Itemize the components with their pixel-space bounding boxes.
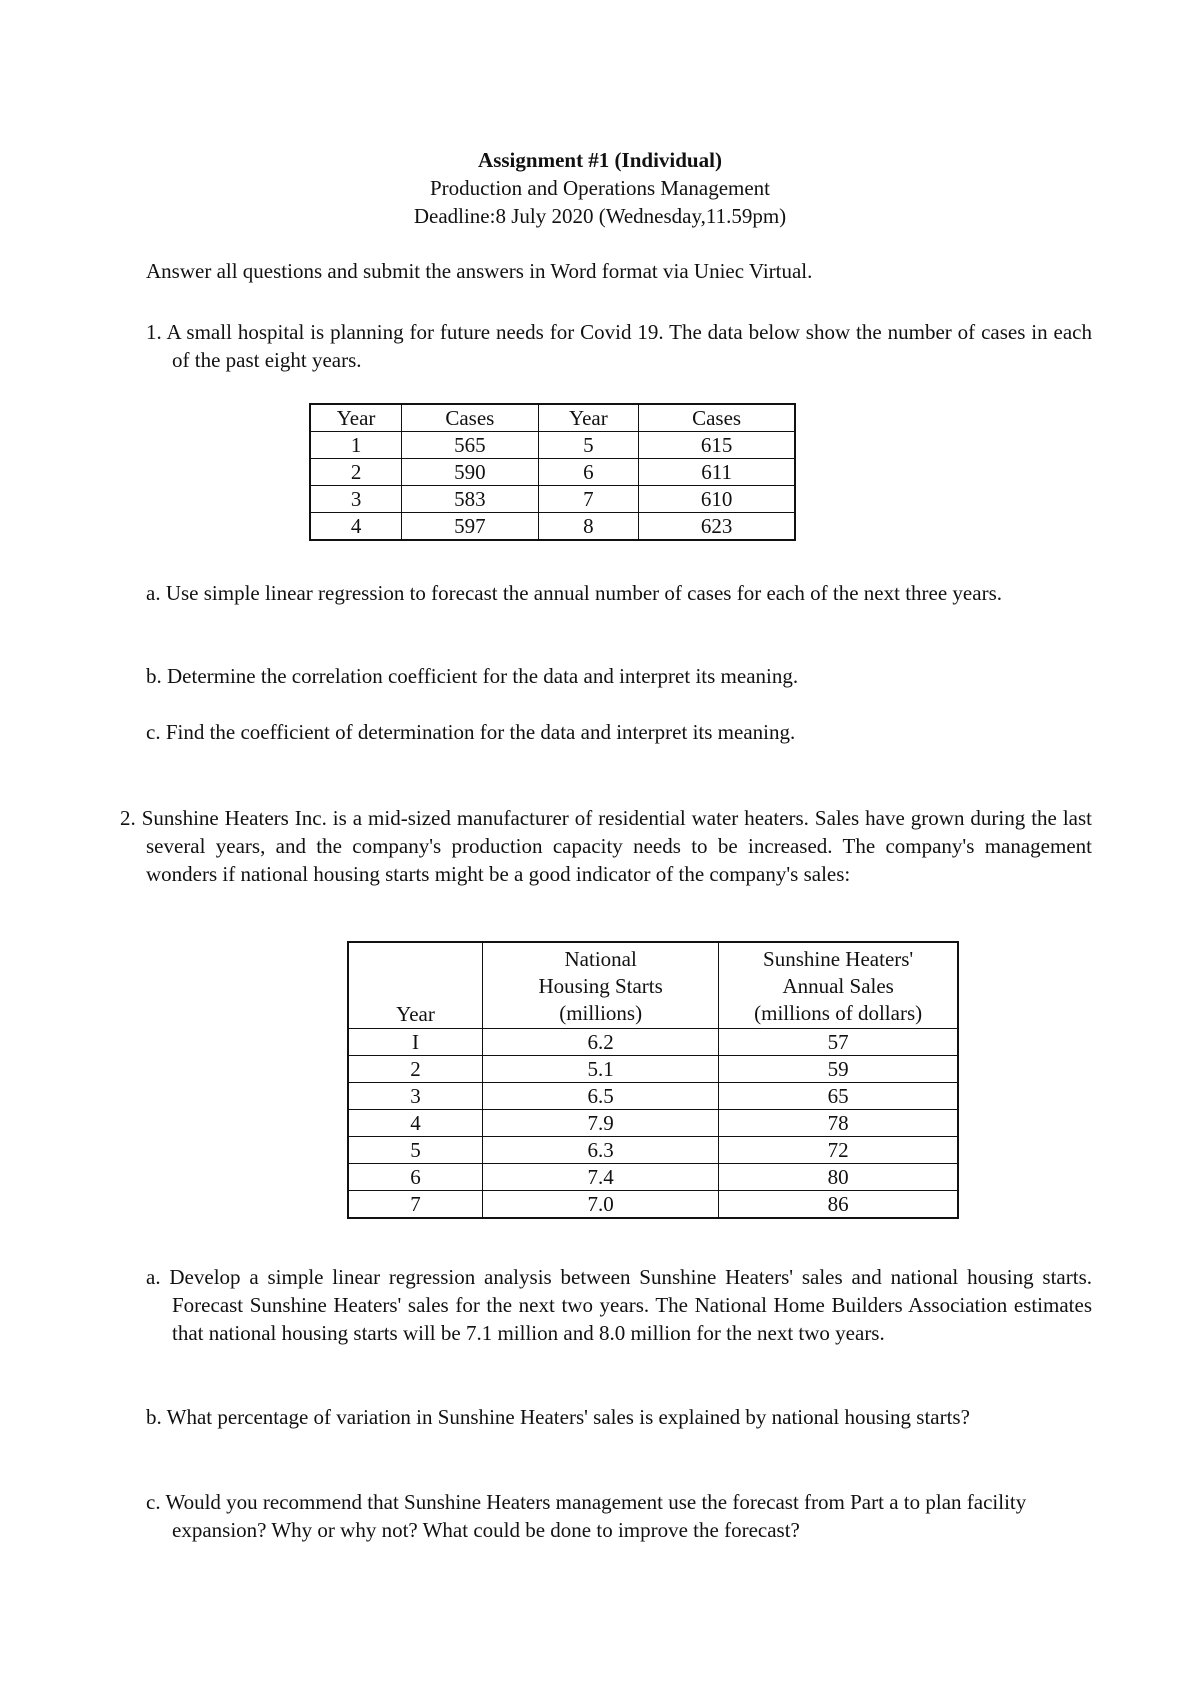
table-cell: 4 (310, 513, 402, 541)
q2-text: 2. Sunshine Heaters Inc. is a mid-sized manufacturer of residential water heaters. Sales have grown during the last several years, and the company's production capacity needs to be increased. The company's management wonders if national housing starts might be a good indicator of the company's sales: (120, 806, 1092, 886)
q1-cases-table (309, 403, 796, 541)
q2-part-c: c. Would you recommend that Sunshine Heaters management use the forecast from Part a to plan facility expansion? Why or why not? What could be done to improve the forecast? (146, 1490, 1027, 1542)
q2-part-a: a. Develop a simple linear regression analysis between Sunshine Heaters' sales and national housing starts. Forecast Sunshine Heaters' sales for the next two years. The National Home Builders Association estimates that national housing starts will be 7.1 million and 8.0 million for the next two years. (146, 1265, 1092, 1345)
table-cell: 65 (719, 1083, 958, 1110)
q1-text: 1. A small hospital is planning for future needs for Covid 19. The data below show the number of cases in each of the past eight years. (146, 320, 1092, 372)
table-cell: 7.0 (483, 1191, 719, 1219)
table-cell: 7 (538, 486, 639, 513)
table-cell: 6.3 (483, 1137, 719, 1164)
table-cell: I (348, 1029, 483, 1056)
assignment-title: Assignment #1 (Individual) (478, 148, 722, 172)
table-header-row (348, 942, 958, 1029)
q2-sales-table (347, 941, 959, 1219)
table-cell: 7 (348, 1191, 483, 1219)
header-cell-sales (719, 942, 958, 1029)
header-cell-year: Year (348, 942, 483, 1029)
header-cell: Year (538, 404, 639, 432)
table-cell: 5.1 (483, 1056, 719, 1083)
deadline: Deadline:8 July 2020 (Wednesday,11.59pm) (413, 204, 787, 228)
header-line: (millions of dollars) (754, 1001, 923, 1025)
table-row (310, 459, 795, 486)
table-cell: 86 (719, 1191, 958, 1219)
table-cell: 623 (639, 513, 795, 541)
table-cell: 3 (310, 486, 402, 513)
table-cell: 615 (639, 432, 795, 459)
table-cell: 590 (402, 459, 538, 486)
table-cell: 3 (348, 1083, 483, 1110)
table-cell: 80 (719, 1164, 958, 1191)
instructions: Answer all questions and submit the answers in Word format via Uniec Virtual. (146, 259, 813, 283)
header-cell-housing (483, 942, 719, 1029)
header-line: (millions) (559, 1001, 643, 1025)
table-cell: 7.4 (483, 1164, 719, 1191)
q1-part-a: a. Use simple linear regression to forecast the annual number of cases for each of the next three years. (146, 581, 1002, 605)
table-cell: 1 (310, 432, 402, 459)
table-cell: 6.5 (483, 1083, 719, 1110)
table-cell: 5 (348, 1137, 483, 1164)
table-row (348, 1056, 958, 1083)
course-name: Production and Operations Management (430, 176, 770, 200)
header-line: National (564, 947, 637, 971)
table-row (310, 513, 795, 541)
table-cell: 72 (719, 1137, 958, 1164)
table-cell: 6 (348, 1164, 483, 1191)
table-cell: 78 (719, 1110, 958, 1137)
table-cell: 2 (348, 1056, 483, 1083)
table-cell: 565 (402, 432, 538, 459)
q2-part-b: b. What percentage of variation in Sunshine Heaters' sales is explained by national housing starts? (146, 1405, 970, 1429)
table-row (348, 1164, 958, 1191)
table-cell: 610 (639, 486, 795, 513)
table-header-row (310, 404, 795, 432)
header-line: Sunshine Heaters' (763, 947, 914, 971)
table-row (310, 432, 795, 459)
table-row (310, 486, 795, 513)
table-row (348, 1191, 958, 1219)
table-cell: 8 (538, 513, 639, 541)
table-cell: 5 (538, 432, 639, 459)
document-header (0, 146, 1200, 230)
header-line: Annual Sales (782, 974, 894, 998)
q1-part-b: b. Determine the correlation coefficient for the data and interpret its meaning. (146, 664, 799, 688)
table-cell: 2 (310, 459, 402, 486)
table-row (348, 1137, 958, 1164)
header-line: Housing Starts (538, 974, 663, 998)
table-cell: 583 (402, 486, 538, 513)
header-cell: Cases (639, 404, 795, 432)
header-cell: Year (310, 404, 402, 432)
table-cell: 597 (402, 513, 538, 541)
table-cell: 7.9 (483, 1110, 719, 1137)
table-row (348, 1083, 958, 1110)
header-cell: Cases (402, 404, 538, 432)
table-cell: 6.2 (483, 1029, 719, 1056)
table-cell: 4 (348, 1110, 483, 1137)
table-cell: 611 (639, 459, 795, 486)
table-row (348, 1110, 958, 1137)
q1-part-c: c. Find the coefficient of determination for the data and interpret its meaning. (146, 720, 796, 744)
table-cell: 59 (719, 1056, 958, 1083)
table-cell: 57 (719, 1029, 958, 1056)
table-cell: 6 (538, 459, 639, 486)
table-row (348, 1029, 958, 1056)
